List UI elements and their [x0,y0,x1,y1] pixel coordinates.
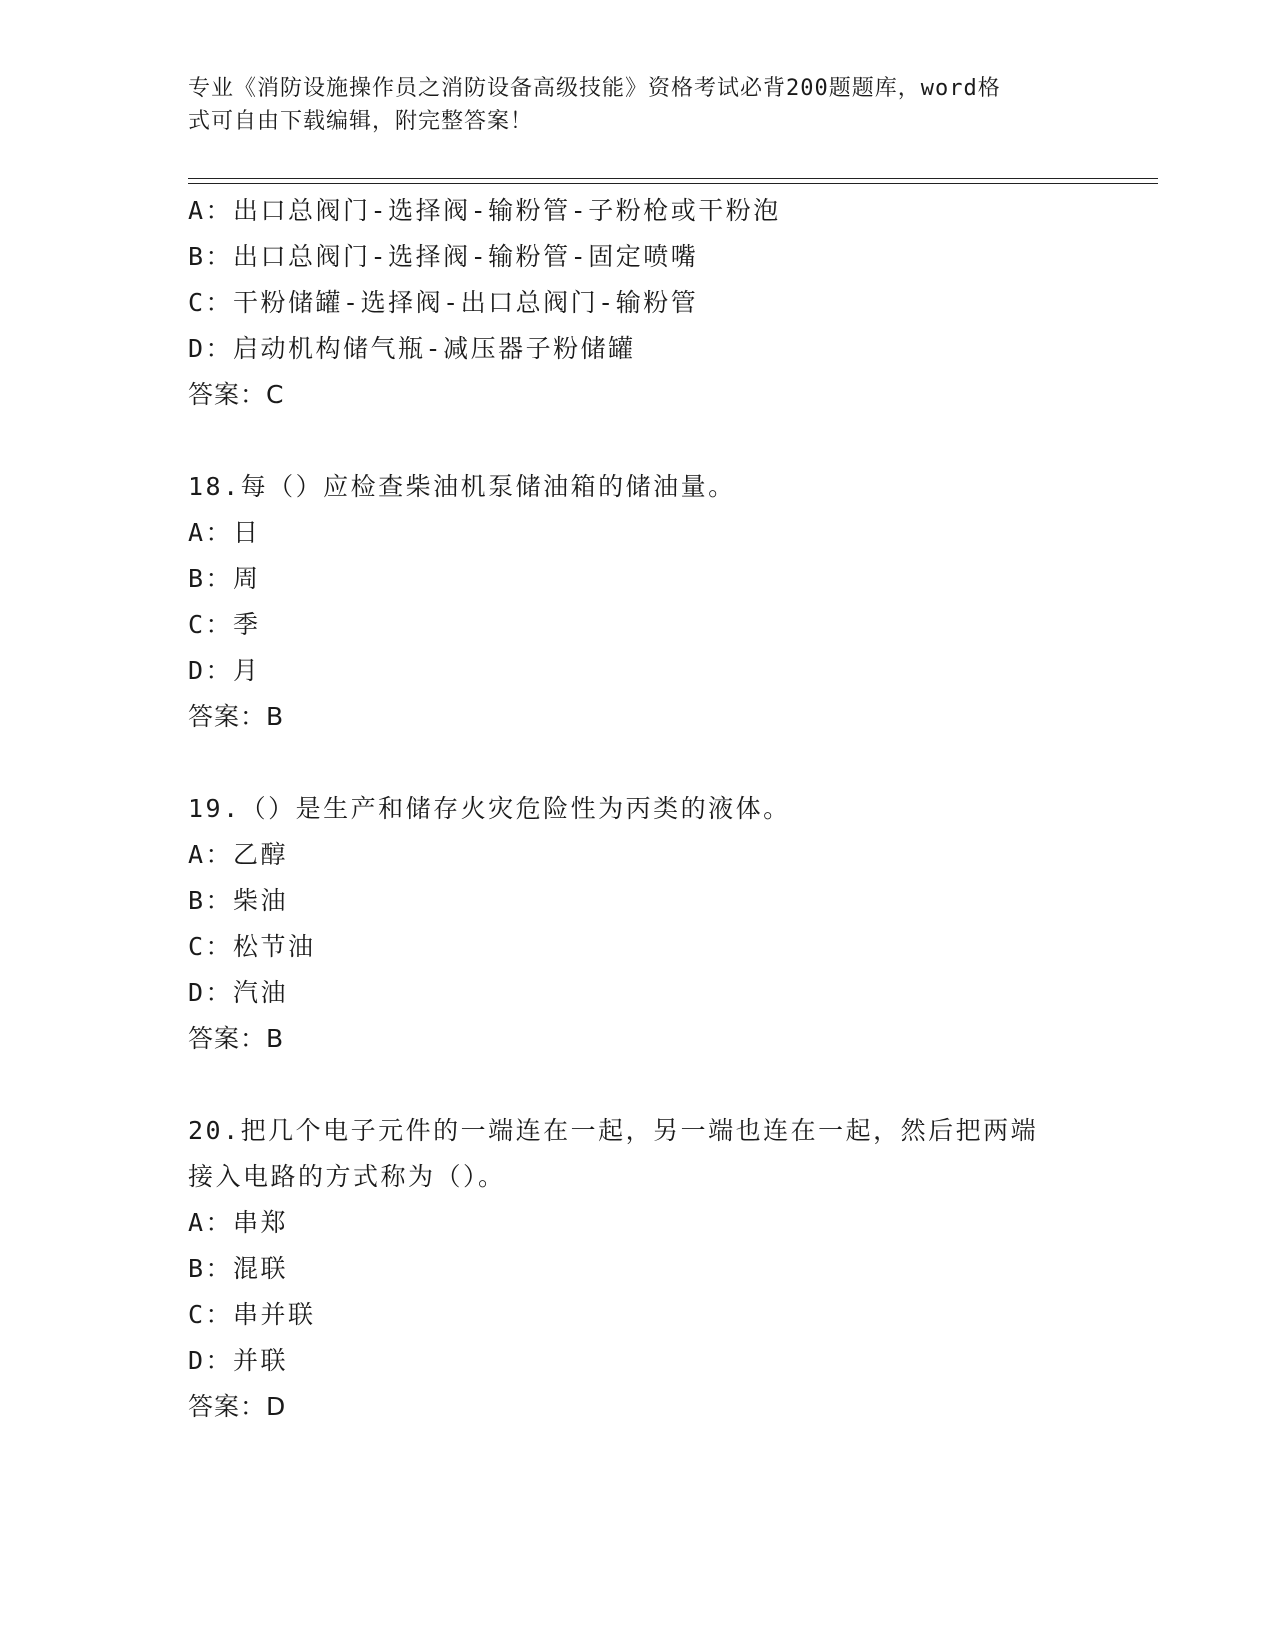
question-20-block [188,1108,1088,1430]
option-c: C：干粉储罐-选择阀-出口总阀门-输粉管 [188,288,699,317]
answer-line: 答案：B [188,1024,285,1053]
question-19-block [188,786,1088,1062]
option-b: B：柴油 [188,886,289,915]
document-header [188,72,1068,138]
question-list [188,188,1088,1430]
option-c: C：串并联 [188,1300,316,1329]
spacer [188,1062,1088,1108]
option-c: C：季 [188,610,261,639]
question-stem: 19.（）是生产和储存火灾危险性为丙类的液体。 [188,794,791,823]
option-b: B：周 [188,564,261,593]
question-17-block [188,188,1088,418]
question-stem-line-2: 接入电路的方式称为（）。 [188,1162,506,1191]
header-line-1: 专业《消防设施操作员之消防设备高级技能》资格考试必背200题题库，word格 [188,76,1001,101]
answer-line: 答案：D [188,1392,287,1421]
option-a: A：串郑 [188,1208,289,1237]
option-a: A：日 [188,518,261,547]
header-divider-top [188,178,1158,179]
header-divider-bottom [188,183,1158,184]
answer-line: 答案：C [188,380,285,409]
question-stem-line-1: 20.把几个电子元件的一端连在一起，另一端也连在一起，然后把两端 [188,1116,1039,1145]
question-stem: 18.每（）应检查柴油机泵储油箱的储油量。 [188,472,736,501]
option-c: C：松节油 [188,932,316,961]
header-line-2: 式可自由下载编辑，附完整答案！ [188,109,534,134]
question-18-block [188,464,1088,740]
option-d: D：并联 [188,1346,289,1375]
option-a: A：出口总阀门-选择阀-输粉管-子粉枪或干粉泡 [188,196,781,225]
option-d: D：启动机构储气瓶-减压器子粉储罐 [188,334,636,363]
option-b: B：出口总阀门-选择阀-输粉管-固定喷嘴 [188,242,699,271]
option-a: A：乙醇 [188,840,289,869]
spacer [188,418,1088,464]
option-d: D：月 [188,656,261,685]
answer-line: 答案：B [188,702,285,731]
option-b: B：混联 [188,1254,289,1283]
option-d: D：汽油 [188,978,289,1007]
spacer [188,740,1088,786]
